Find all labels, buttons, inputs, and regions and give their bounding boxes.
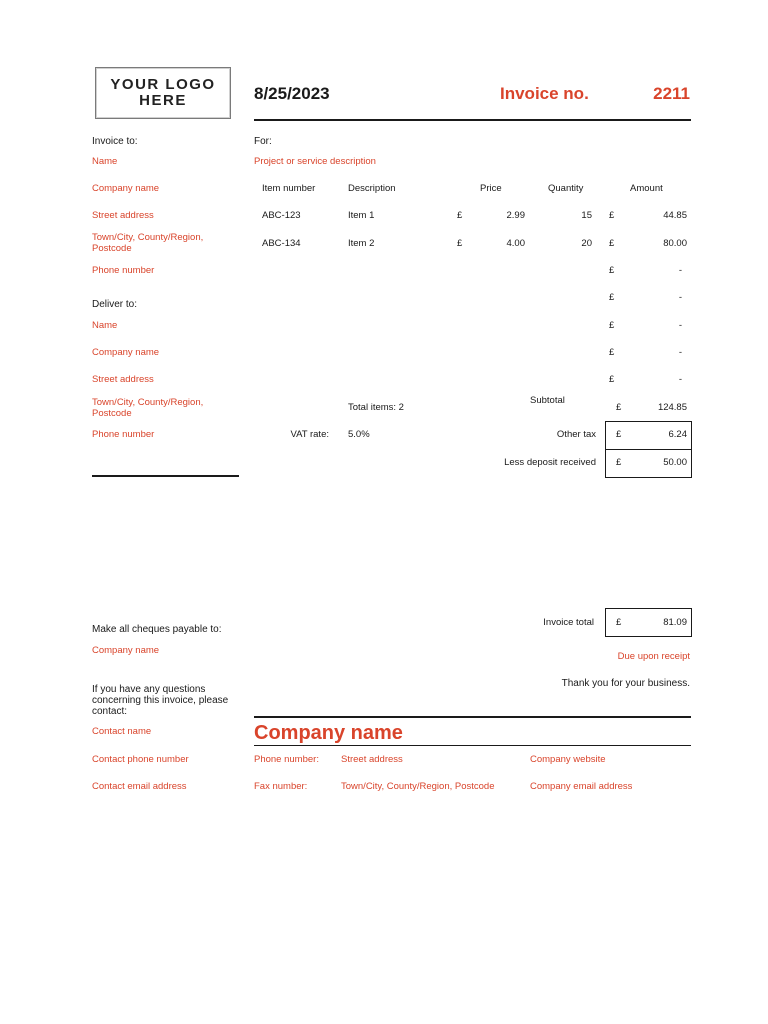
header-quantity: Quantity <box>548 183 584 194</box>
invoice-number: 2211 <box>653 84 690 103</box>
deliver-to-company: Company name <box>92 347 160 358</box>
header-amount: Amount <box>630 183 663 194</box>
logo-placeholder <box>95 67 231 119</box>
project-description: Project or service description <box>254 156 376 167</box>
deposit-value: 50.00 <box>663 457 687 468</box>
invoice-date: 8/25/2023 <box>254 84 330 103</box>
bill-to-phone: Phone number <box>92 265 155 276</box>
row-2-item-number: ABC-134 <box>262 238 301 249</box>
row-1-item-number: ABC-123 <box>262 210 301 221</box>
cheques-payable-company: Company name <box>92 645 160 656</box>
header-item-number: Item number <box>262 183 316 194</box>
row-1-price-currency: £ <box>457 210 463 221</box>
invoice-total-label: Invoice total <box>543 617 594 628</box>
deliver-to-street: Street address <box>92 374 154 385</box>
row-2-description: Item 2 <box>348 238 375 249</box>
bill-to-company: Company name <box>92 183 160 194</box>
subtotal-label: Subtotal <box>530 395 565 406</box>
other-tax-currency: £ <box>616 429 622 440</box>
logo-line-2: HERE <box>139 92 187 109</box>
total-items: Total items: 2 <box>348 402 404 413</box>
contact-email: Contact email address <box>92 781 187 792</box>
other-tax-value: 6.24 <box>668 429 687 440</box>
deposit-currency: £ <box>616 457 622 468</box>
header-description: Description <box>348 183 396 194</box>
empty-row-1-currency: £ <box>609 265 615 276</box>
empty-row-3-amount: - <box>678 320 682 331</box>
footer-bottom-divider <box>254 745 691 746</box>
header-divider <box>254 119 691 121</box>
deliver-to-name: Name <box>92 320 118 331</box>
logo-line-1: YOUR LOGO <box>110 76 216 93</box>
footer-phone-label: Phone number: <box>254 754 319 765</box>
left-column-divider <box>92 475 239 477</box>
footer-street: Street address <box>341 754 403 765</box>
vat-rate-label: VAT rate: <box>290 429 329 440</box>
empty-row-4-amount: - <box>678 347 682 358</box>
questions-note: If you have any questions concerning this invoice, please contact: <box>92 684 229 717</box>
deliver-to-label: Deliver to: <box>92 299 138 310</box>
invoice-total-currency: £ <box>616 617 622 628</box>
footer-top-divider <box>254 716 691 718</box>
row-2-price-currency: £ <box>457 238 463 249</box>
empty-row-4-currency: £ <box>609 347 615 358</box>
row-2-amount-currency: £ <box>609 238 615 249</box>
bill-to-street: Street address <box>92 210 154 221</box>
other-tax-label: Other tax <box>556 429 596 440</box>
vat-rate-value: 5.0% <box>348 429 370 440</box>
thank-you-note: Thank you for your business. <box>561 678 690 689</box>
row-1-amount: 44.85 <box>663 210 687 221</box>
footer-email: Company email address <box>530 781 633 792</box>
deposit-label: Less deposit received <box>504 457 596 468</box>
contact-phone: Contact phone number <box>92 754 189 765</box>
row-2-price: 4.00 <box>506 238 525 249</box>
row-2-amount: 80.00 <box>663 238 687 249</box>
bill-to-name: Name <box>92 156 118 167</box>
subtotal-value: 124.85 <box>657 402 687 413</box>
invoice-to-label: Invoice to: <box>92 136 138 147</box>
empty-row-2-amount: - <box>678 292 682 303</box>
empty-row-5-amount: - <box>678 374 682 385</box>
for-label: For: <box>254 136 272 147</box>
row-1-description: Item 1 <box>348 210 375 221</box>
empty-row-5-currency: £ <box>609 374 615 385</box>
deliver-to-town: Town/City, County/Region, Postcode <box>92 397 204 419</box>
empty-row-1-amount: - <box>678 265 682 276</box>
bill-to-town: Town/City, County/Region, Postcode <box>92 232 204 254</box>
footer-company-name: Company name <box>254 722 403 744</box>
invoice-total-value: 81.09 <box>663 617 687 628</box>
empty-row-3-currency: £ <box>609 320 615 331</box>
row-2-quantity: 20 <box>581 238 592 249</box>
footer-website: Company website <box>530 754 606 765</box>
due-note: Due upon receipt <box>617 651 690 662</box>
row-1-quantity: 15 <box>581 210 592 221</box>
header-price: Price <box>480 183 502 194</box>
footer-town: Town/City, County/Region, Postcode <box>341 781 495 792</box>
contact-name: Contact name <box>92 726 152 737</box>
subtotal-currency: £ <box>616 402 622 413</box>
row-1-price: 2.99 <box>506 210 525 221</box>
row-1-amount-currency: £ <box>609 210 615 221</box>
cheques-payable-label: Make all cheques payable to: <box>92 624 222 635</box>
empty-row-2-currency: £ <box>609 292 615 303</box>
deliver-to-phone: Phone number <box>92 429 155 440</box>
invoice-number-label: Invoice no. <box>500 84 589 103</box>
footer-fax-label: Fax number: <box>254 781 308 792</box>
